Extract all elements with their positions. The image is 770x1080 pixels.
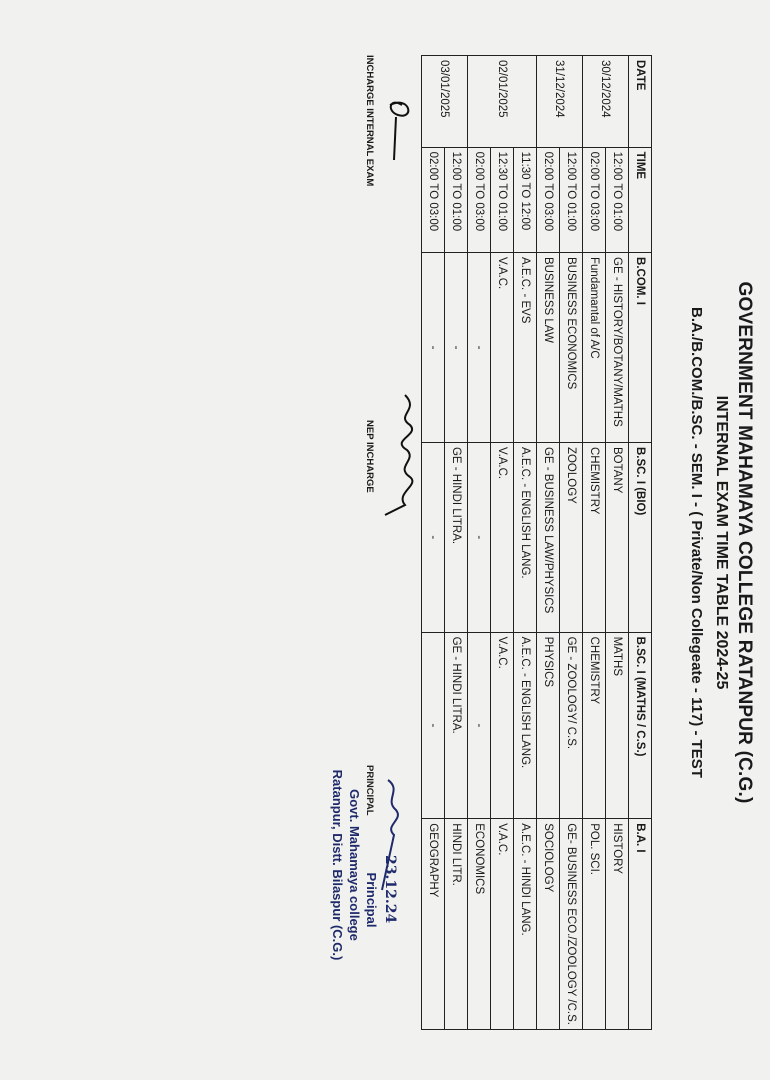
maths-cell: PHYSICS: [537, 632, 560, 819]
maths-cell: GE - ZOOLOGY/ C.S.: [560, 632, 583, 819]
date-cell: 30/12/2024: [583, 56, 629, 148]
ba-cell: A.E.C. - HINDI LANG.: [514, 819, 537, 1030]
bio-cell: GE - HINDI LITRA.: [445, 442, 468, 632]
date-cell: 31/12/2024: [537, 56, 583, 148]
time-cell: 12:00 TO 01:00: [445, 147, 468, 252]
col-header-ba: B.A. I: [629, 819, 652, 1030]
table-row: [491, 56, 514, 1030]
nep-incharge-label: NEP INCHARGE: [364, 420, 375, 493]
time-cell: 02:00 TO 03:00: [422, 147, 445, 252]
principal-block: [329, 745, 398, 985]
maths-cell: MATHS: [606, 632, 629, 819]
ba-cell: POL. SCI.: [583, 819, 606, 1030]
maths-cell: GE - HINDI LITRA.: [445, 632, 468, 819]
bio-cell: GE - BUSINESS LAW/PHYSICS: [537, 442, 560, 632]
bio-cell: A.E.C. - ENGLISH LANG.: [514, 442, 537, 632]
bcom-cell: Fundamantal of A/C: [583, 253, 606, 443]
time-cell: 02:00 TO 03:00: [583, 147, 606, 252]
table-row: [468, 56, 491, 1030]
col-header-date: DATE: [629, 56, 652, 148]
table-row: [560, 56, 583, 1030]
bcom-cell: V.A.C.: [491, 253, 514, 443]
ba-cell: GEOGRAPHY: [422, 819, 445, 1030]
timetable-subtitle: B.A./B.COM./B.SC. - SEM. I - ( Private/Non Collegeate - 117) - TEST: [688, 307, 705, 778]
bio-cell: -: [468, 442, 491, 632]
table-row: [537, 56, 560, 1030]
seal-line-3: Ratanpur, Distt. Bilaspur (C.G.): [330, 769, 345, 961]
maths-cell: CHEMISTRY: [583, 632, 606, 819]
table-row: [422, 56, 445, 1030]
bcom-cell: -: [468, 253, 491, 443]
col-header-bsc-bio: B.SC. I (BIO): [629, 442, 652, 632]
time-cell: 02:00 TO 03:00: [537, 147, 560, 252]
table-row: [514, 56, 537, 1030]
bcom-cell: BUSINESS LAW: [537, 253, 560, 443]
time-cell: 12:30 TO 01:00: [491, 147, 514, 252]
incharge-label: INCHARGE INTERNAL EXAM: [364, 55, 375, 187]
seal-line-2: Govt. Mahamaya college: [347, 789, 362, 941]
ba-cell: GE- BUSINESS ECO./ZOOLOGY /C.S.: [560, 819, 583, 1030]
bio-cell: V.A.C.: [491, 442, 514, 632]
handwritten-date: 23.12.24: [382, 855, 398, 924]
bcom-cell: BUSINESS ECONOMICS: [560, 253, 583, 443]
col-header-bcom: B.COM. I: [629, 253, 652, 443]
bcom-cell: -: [445, 253, 468, 443]
time-cell: 11:30 TO 12:00: [514, 147, 537, 252]
table-header-row: [629, 56, 652, 1030]
bio-cell: ZOOLOGY: [560, 442, 583, 632]
col-header-bsc-maths: B.SC. I (MATHS / C.S.): [629, 632, 652, 819]
time-cell: 12:00 TO 01:00: [606, 147, 629, 252]
incharge-signature: [375, 75, 420, 165]
ba-cell: ECONOMICS: [468, 819, 491, 1030]
bio-cell: -: [422, 442, 445, 632]
maths-cell: V.A.C.: [491, 632, 514, 819]
principal-label: PRINCIPAL: [364, 765, 375, 816]
ba-cell: HINDI LITR.: [445, 819, 468, 1030]
maths-cell: -: [468, 632, 491, 819]
bio-cell: CHEMISTRY: [583, 442, 606, 632]
table-row: [445, 56, 468, 1030]
time-cell: 02:00 TO 03:00: [468, 147, 491, 252]
college-name: GOVERNMENT MAHAMAYA COLLEGE RATANPUR (C.G.): [734, 281, 755, 804]
maths-cell: -: [422, 632, 445, 819]
ba-cell: V.A.C.: [491, 819, 514, 1030]
ba-cell: HISTORY: [606, 819, 629, 1030]
bcom-cell: GE - HISTORY/BOTANY/MATHS: [606, 253, 629, 443]
nep-incharge-signature: [375, 385, 425, 525]
timetable: [421, 55, 652, 1030]
table-row: [583, 56, 606, 1030]
timetable-title: INTERNAL EXAM TIME TABLE 2024-25: [713, 395, 730, 690]
bcom-cell: -: [422, 253, 445, 443]
bio-cell: BOTANY: [606, 442, 629, 632]
time-cell: 12:00 TO 01:00: [560, 147, 583, 252]
maths-cell: A.E.C. - ENGLISH LANG.: [514, 632, 537, 819]
col-header-time: TIME: [629, 147, 652, 252]
table-row: [606, 56, 629, 1030]
date-cell: 02/01/2025: [468, 56, 537, 148]
seal-line-1: Principal: [364, 872, 379, 928]
date-cell: 03/01/2025: [422, 56, 468, 148]
ba-cell: SOCIOLOGY: [537, 819, 560, 1030]
rotated-timetable: [60, 55, 755, 1030]
bcom-cell: A.E.C. - EVS: [514, 253, 537, 443]
